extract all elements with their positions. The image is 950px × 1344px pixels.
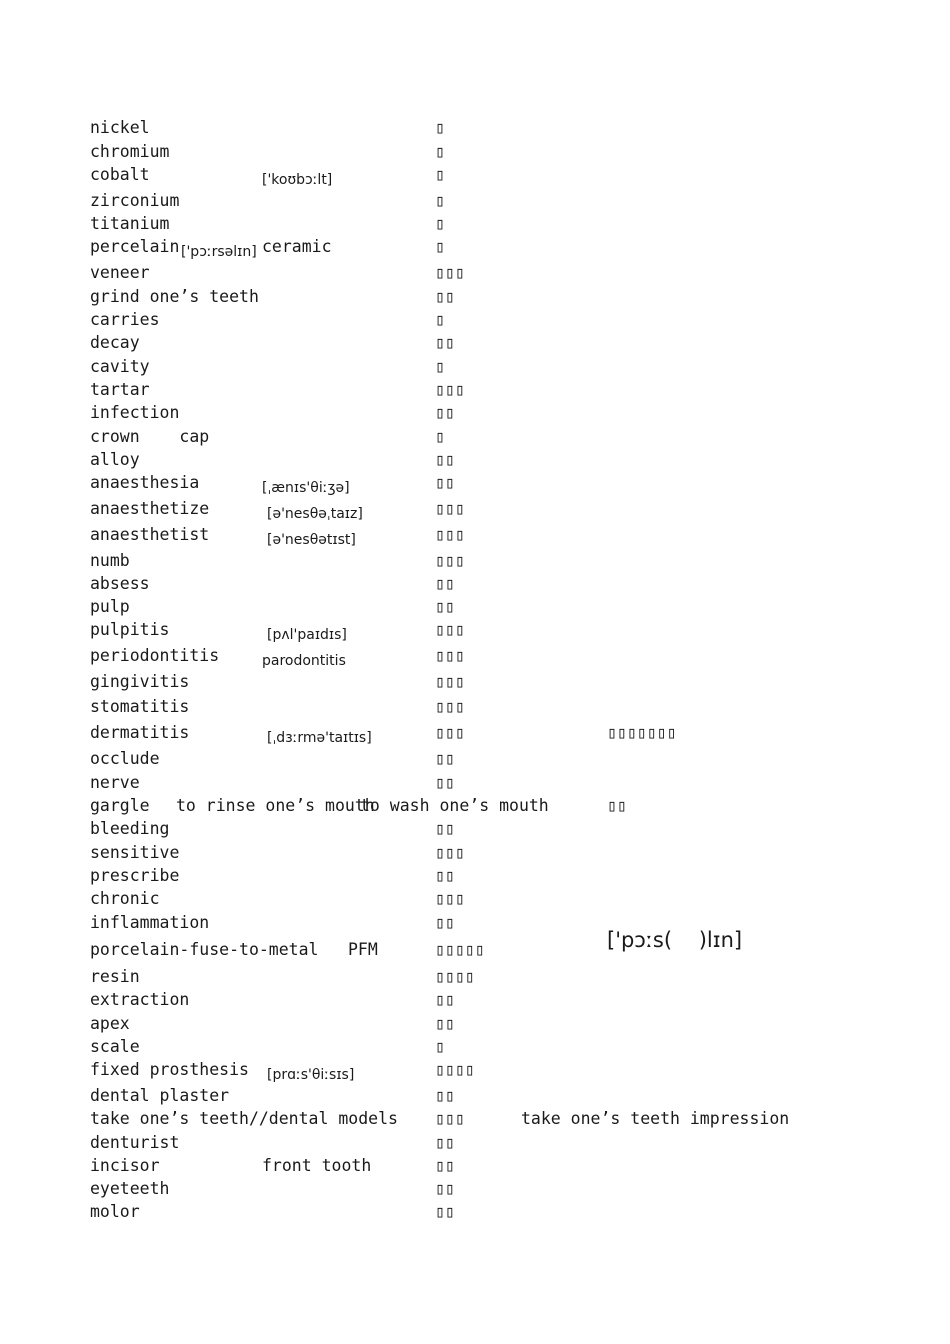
term: nickel bbox=[90, 118, 150, 137]
table-row bbox=[0, 163, 950, 186]
gloss: ▯▯▯ bbox=[435, 889, 465, 908]
table-row bbox=[0, 189, 950, 212]
gloss: ▯▯▯ bbox=[435, 672, 465, 691]
table-row bbox=[0, 572, 950, 595]
table-row bbox=[0, 331, 950, 354]
note: ▯▯ bbox=[607, 796, 627, 815]
alt-term-2: to wash one’s mouth bbox=[360, 796, 549, 815]
term: dental plaster bbox=[90, 1086, 230, 1105]
gloss: ▯ bbox=[435, 1037, 445, 1056]
gloss: ▯▯▯ bbox=[435, 646, 465, 665]
table-row bbox=[0, 817, 950, 840]
table-row bbox=[0, 864, 950, 887]
term: veneer bbox=[90, 263, 150, 282]
gloss: ▯ bbox=[435, 165, 445, 184]
table-row bbox=[0, 1107, 950, 1130]
phonetic: [pʌl'paɪdɪs] bbox=[267, 627, 347, 643]
term: chromium bbox=[90, 142, 170, 161]
term: apex bbox=[90, 1014, 130, 1033]
table-row bbox=[0, 235, 950, 258]
table-row bbox=[0, 965, 950, 988]
table-row bbox=[0, 308, 950, 331]
term: alloy bbox=[90, 450, 140, 469]
gloss: ▯▯ bbox=[435, 333, 455, 352]
table-row bbox=[0, 1058, 950, 1081]
table-row bbox=[0, 140, 950, 163]
gloss: ▯▯▯ bbox=[435, 697, 465, 716]
alt-term: ceramic bbox=[262, 237, 332, 256]
gloss: ▯ bbox=[435, 357, 445, 376]
gloss: ▯▯ bbox=[435, 773, 455, 792]
gloss: ▯▯ bbox=[435, 450, 455, 469]
term: prescribe bbox=[90, 866, 180, 885]
table-row bbox=[0, 887, 950, 910]
gloss: ▯▯ bbox=[435, 1179, 455, 1198]
table-row bbox=[0, 721, 950, 744]
term: stomatitis bbox=[90, 697, 190, 716]
gloss: ▯▯▯ bbox=[435, 499, 465, 518]
alt-term: front tooth bbox=[262, 1156, 372, 1175]
term: chronic bbox=[90, 889, 160, 908]
table-row bbox=[0, 212, 950, 235]
term: scale bbox=[90, 1037, 140, 1056]
term: eyeteeth bbox=[90, 1179, 170, 1198]
table-row bbox=[0, 355, 950, 378]
term: numb bbox=[90, 551, 130, 570]
term: gingivitis bbox=[90, 672, 190, 691]
term: carries bbox=[90, 310, 160, 329]
note: ▯▯▯▯▯▯▯ bbox=[607, 723, 677, 742]
table-row bbox=[0, 747, 950, 770]
gloss: ▯▯ bbox=[435, 287, 455, 306]
gloss: ▯▯ bbox=[435, 913, 455, 932]
term: denturist bbox=[90, 1133, 180, 1152]
table-row bbox=[0, 261, 950, 284]
gloss: ▯▯ bbox=[435, 597, 455, 616]
gloss: ▯▯ bbox=[435, 1202, 455, 1221]
table-row bbox=[0, 988, 950, 1011]
phonetic: ['pɔːrsəlɪn] bbox=[181, 244, 257, 260]
table-row bbox=[0, 911, 950, 934]
term: decay bbox=[90, 333, 140, 352]
gloss: ▯▯▯ bbox=[435, 380, 465, 399]
gloss: ▯▯ bbox=[435, 574, 455, 593]
gloss: ▯ bbox=[435, 310, 445, 329]
phonetic: [ˌdɜːrmə'taɪtɪs] bbox=[267, 730, 372, 746]
term: pulpitis bbox=[90, 620, 170, 639]
table-row bbox=[0, 1012, 950, 1035]
gloss: ▯▯▯ bbox=[435, 1109, 465, 1128]
term: titanium bbox=[90, 214, 170, 233]
table-row bbox=[0, 401, 950, 424]
table-row bbox=[0, 1177, 950, 1200]
phonetic: [ə'nesθətɪst] bbox=[267, 532, 356, 548]
term: absess bbox=[90, 574, 150, 593]
table-row bbox=[0, 841, 950, 864]
gloss: ▯▯ bbox=[435, 1133, 455, 1152]
table-row bbox=[0, 425, 950, 448]
term: dermatitis bbox=[90, 723, 190, 742]
gloss: ▯▯▯▯▯ bbox=[435, 940, 485, 959]
term: anaesthesia bbox=[90, 473, 200, 492]
table-row bbox=[0, 1035, 950, 1058]
gloss: ▯▯ bbox=[435, 473, 455, 492]
table-row bbox=[0, 448, 950, 471]
term: bleeding bbox=[90, 819, 170, 838]
gloss: ▯ bbox=[435, 427, 445, 446]
term: take one’s teeth//dental models bbox=[90, 1109, 398, 1128]
gloss: ▯▯▯ bbox=[435, 551, 465, 570]
table-row bbox=[0, 549, 950, 572]
table-row bbox=[0, 497, 950, 520]
gloss: ▯▯ bbox=[435, 819, 455, 838]
table-row bbox=[0, 1084, 950, 1107]
note: take one’s teeth impression bbox=[521, 1109, 790, 1128]
phonetic: [prɑːs'θiːsɪs] bbox=[267, 1067, 355, 1083]
gloss: ▯▯ bbox=[435, 866, 455, 885]
table-row bbox=[0, 1154, 950, 1177]
table-row bbox=[0, 1131, 950, 1154]
alt-term: parodontitis bbox=[262, 653, 346, 669]
term: anaesthetize bbox=[90, 499, 210, 518]
term: extraction bbox=[90, 990, 190, 1009]
table-row bbox=[0, 116, 950, 139]
term: occlude bbox=[90, 749, 160, 768]
gloss: ▯▯▯ bbox=[435, 620, 465, 639]
gloss: ▯▯ bbox=[435, 1014, 455, 1033]
table-row bbox=[0, 285, 950, 308]
term: gargle bbox=[90, 796, 150, 815]
term: fixed prosthesis bbox=[90, 1060, 249, 1079]
term: periodontitis bbox=[90, 646, 220, 665]
table-row bbox=[0, 938, 950, 961]
gloss: ▯ bbox=[435, 142, 445, 161]
table-row bbox=[0, 771, 950, 794]
term: crown cap bbox=[90, 427, 210, 446]
table-row bbox=[0, 1200, 950, 1223]
table-row bbox=[0, 618, 950, 641]
term: zirconium bbox=[90, 191, 180, 210]
gloss: ▯ bbox=[435, 214, 445, 233]
phonetic: ['koʊbɔːlt] bbox=[262, 172, 333, 188]
gloss: ▯▯ bbox=[435, 1156, 455, 1175]
table-row bbox=[0, 794, 950, 817]
term: molor bbox=[90, 1202, 140, 1221]
term: porcelain-fuse-to-metal bbox=[90, 940, 319, 959]
term: cobalt bbox=[90, 165, 150, 184]
term: grind one’s teeth bbox=[90, 287, 259, 306]
abbreviation: PFM bbox=[348, 940, 378, 959]
table-row bbox=[0, 378, 950, 401]
term: resin bbox=[90, 967, 140, 986]
alt-term: to rinse one’s mouth bbox=[176, 796, 375, 815]
term: nerve bbox=[90, 773, 140, 792]
term: inflammation bbox=[90, 913, 210, 932]
table-row bbox=[0, 695, 950, 718]
gloss: ▯▯▯ bbox=[435, 263, 465, 282]
term: anaesthetist bbox=[90, 525, 210, 544]
phonetic: ['pɔːs( )lɪn] bbox=[607, 928, 743, 952]
gloss: ▯ bbox=[435, 237, 445, 256]
gloss: ▯▯ bbox=[435, 1086, 455, 1105]
table-row bbox=[0, 471, 950, 494]
gloss: ▯▯ bbox=[435, 990, 455, 1009]
gloss: ▯▯▯▯ bbox=[435, 1060, 475, 1079]
term: pulp bbox=[90, 597, 130, 616]
gloss: ▯ bbox=[435, 191, 445, 210]
table-row bbox=[0, 595, 950, 618]
table-row bbox=[0, 644, 950, 667]
phonetic: [ə'nesθəˌtaɪz] bbox=[267, 506, 363, 522]
term: sensitive bbox=[90, 843, 180, 862]
term: tartar bbox=[90, 380, 150, 399]
term: infection bbox=[90, 403, 180, 422]
phonetic: [ˌænɪs'θiːʒə] bbox=[262, 480, 350, 496]
term: incisor bbox=[90, 1156, 160, 1175]
term: percelain bbox=[90, 237, 180, 256]
table-row bbox=[0, 523, 950, 546]
gloss: ▯▯▯ bbox=[435, 525, 465, 544]
gloss: ▯▯▯▯ bbox=[435, 967, 475, 986]
gloss: ▯ bbox=[435, 118, 445, 137]
gloss: ▯▯▯ bbox=[435, 723, 465, 742]
gloss: ▯▯ bbox=[435, 749, 455, 768]
table-row bbox=[0, 670, 950, 693]
gloss: ▯▯▯ bbox=[435, 843, 465, 862]
gloss: ▯▯ bbox=[435, 403, 455, 422]
term: cavity bbox=[90, 357, 150, 376]
